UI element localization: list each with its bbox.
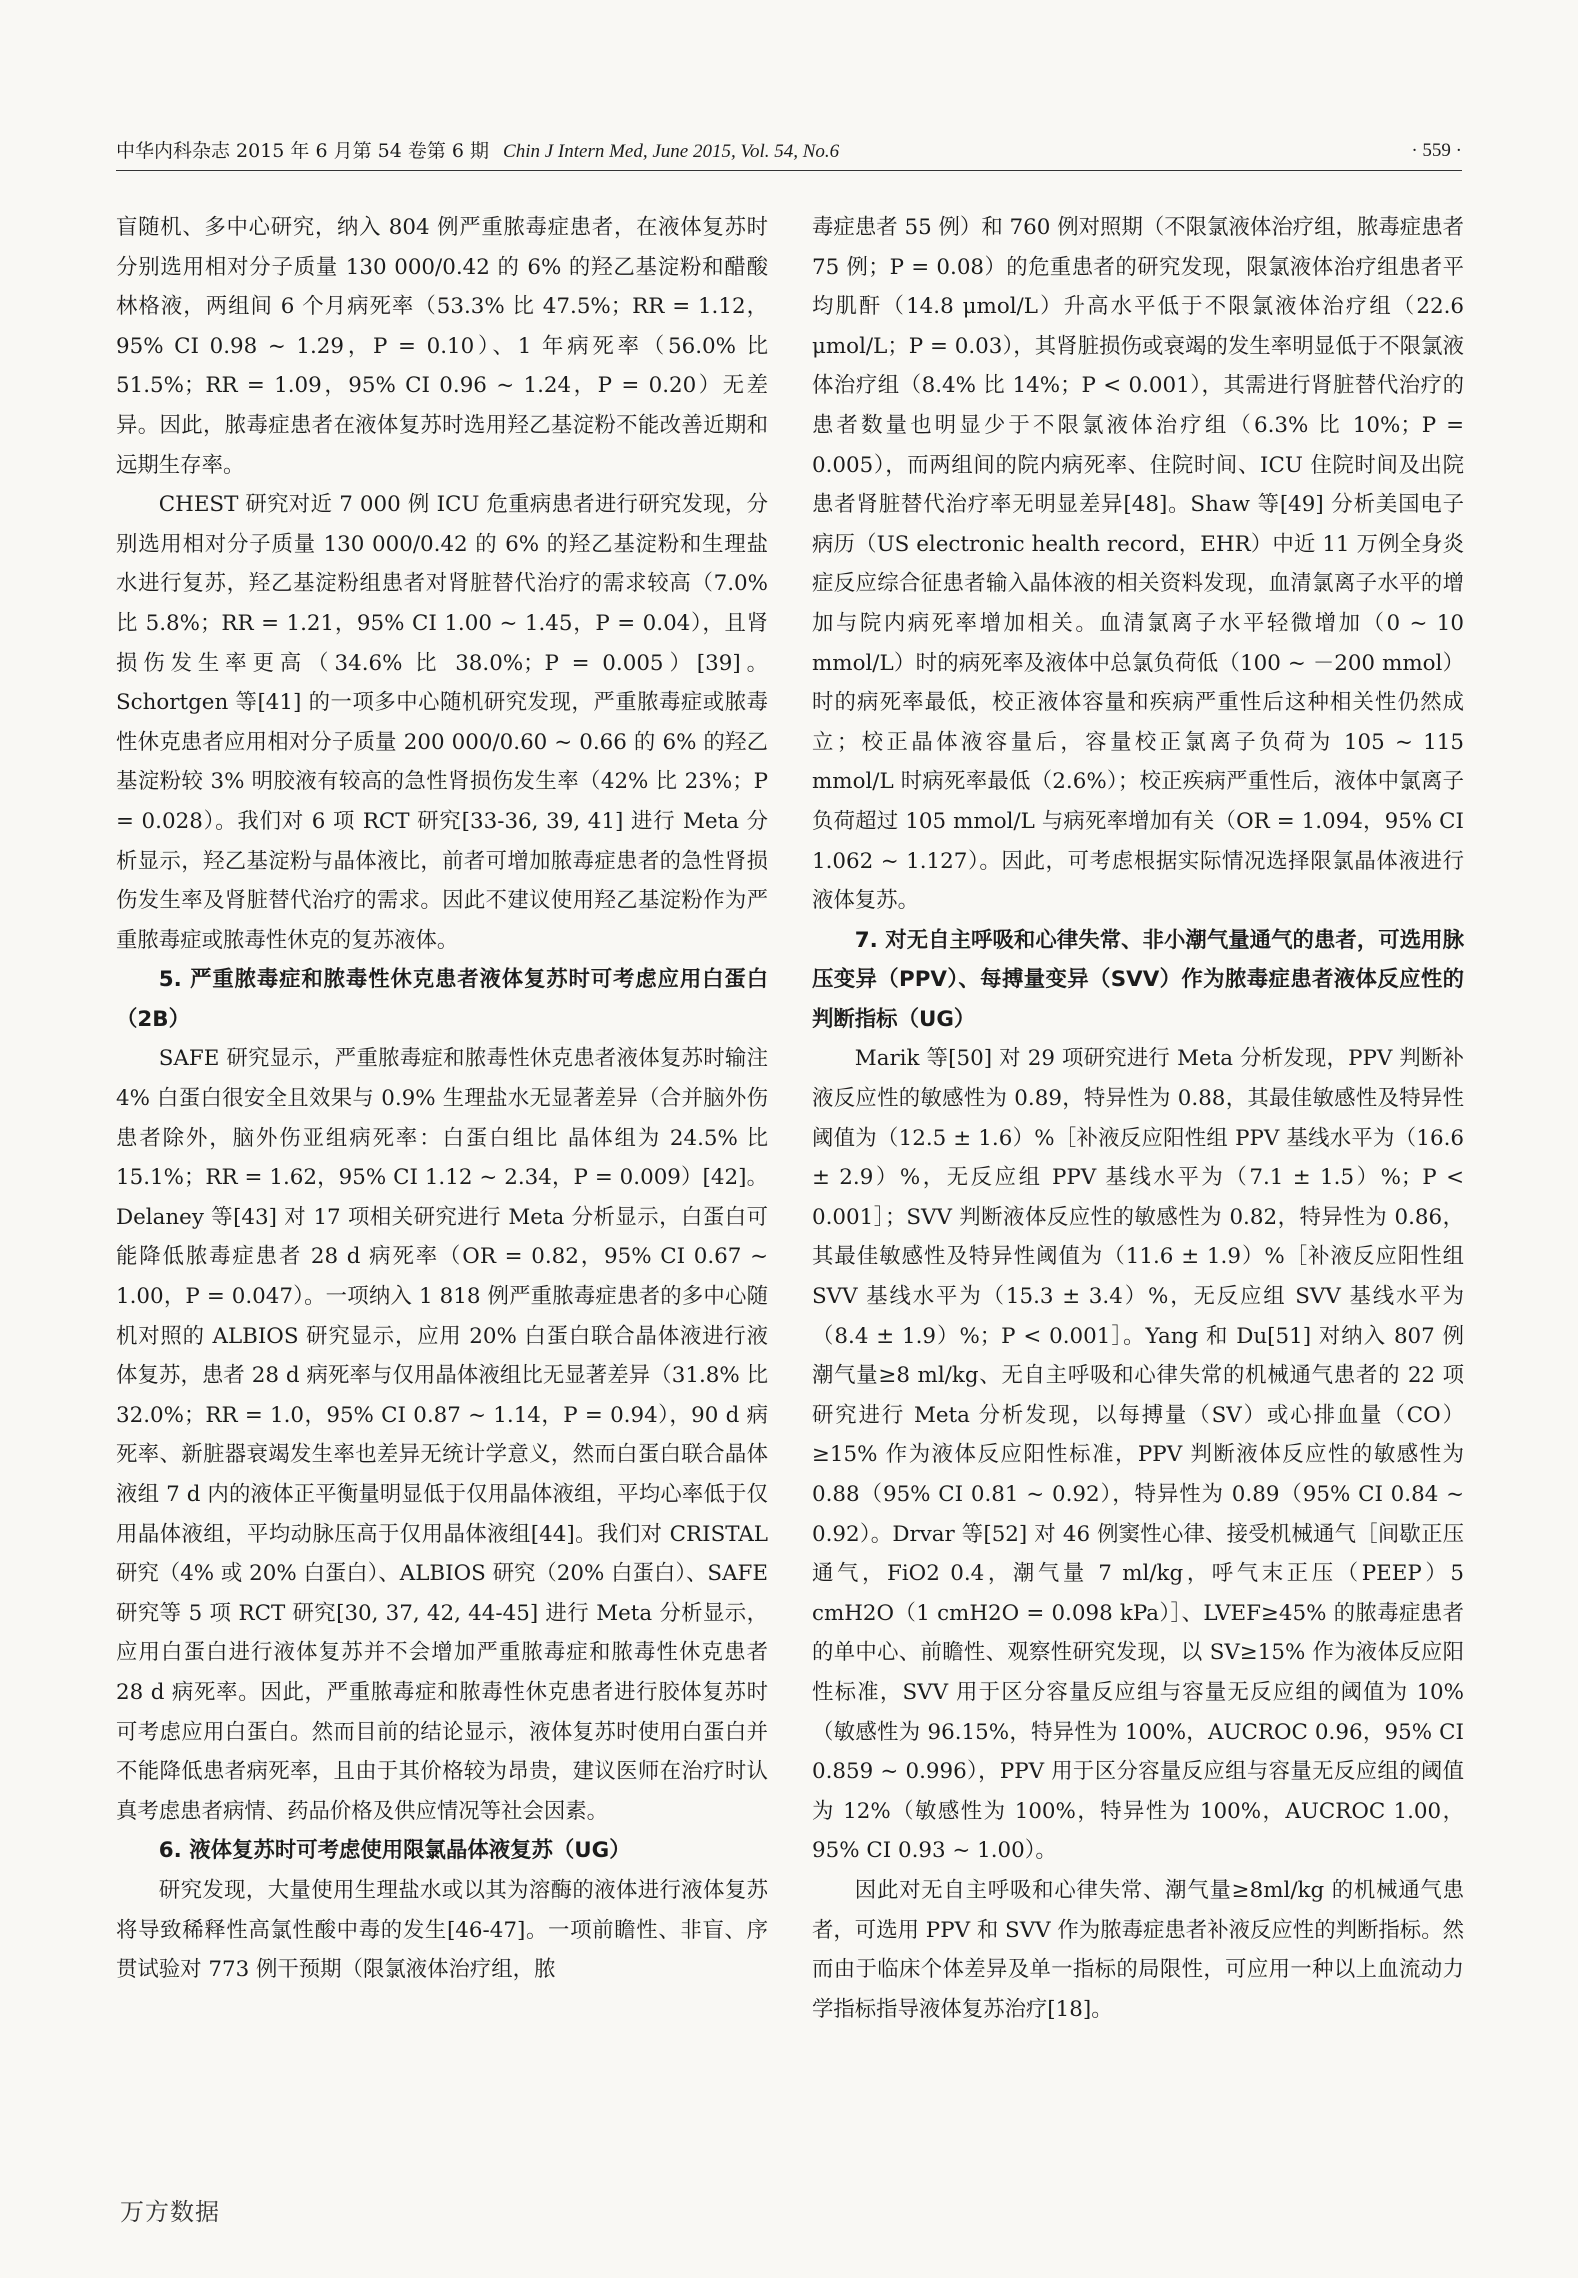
paragraph: SAFE 研究显示，严重脓毒症和脓毒性休克患者液体复苏时输注 4% 白蛋白很安全且效果与 0.9% 生理盐水无显著差异（合并脑外伤患者除外，脑外伤亚组病死率：白蛋白组比 晶体组为 24.5% 比 15.1%；RR = 1.62，95% CI 1.12 ~ 2.34，P = 0.009）[42]。Delaney 等[43] 对 17 项相关研究进行 Meta 分析显示，白蛋白可能降低脓毒症患者 28 d 病死率（OR = 0.82，95% CI 0.67 ~ 1.00，P = 0.047）。一项纳入 1 818 例严重脓毒症患者的多中心随机对照的 ALBIOS 研究显示，应用 20% 白蛋白联合晶体液进行液体复苏，患者 28 d 病死率与仅用晶体液组比无显著差异（31.8% 比 32.0%；RR = 1.0，95% CI 0.87 ~ 1.14，P = 0.94），90 d 病死率、新脏器衰竭发生率也差异无统计学意义，然而白蛋白联合晶体液组 7 d 内的液体正平衡量明显低于仅用晶体液组，平均心率低于仅用晶体液组，平均动脉压高于仅用晶体液组[44]。我们对 CRISTAL 研究（4% 或 20% 白蛋白）、ALBIOS 研究（20% 白蛋白）、SAFE 研究等 5 项 RCT 研究[30, 37, 42, 44-45] 进行 Meta 分析显示，应用白蛋白进行液体复苏并不会增加严重脓毒症和脓毒性休克患者 28 d 病死率。因此，严重脓毒症和脓毒性休克患者进行胶体复苏时可考虑应用白蛋白。然而目前的结论显示，液体复苏时使用白蛋白并不能降低患者病死率，且由于其价格较为昂贵，建议医师在治疗时认真考虑患者病情、药品价格及供应情况等社会因素。 bbox=[116, 1046, 768, 1824]
section-heading: 5. 严重脓毒症和脓毒性休克患者液体复苏时可考虑应用白蛋白（2B） bbox=[116, 967, 768, 1032]
paragraph: 毒症患者 55 例）和 760 例对照期（不限氯液体治疗组，脓毒症患者 75 例；P = 0.08）的危重患者的研究发现，限氯液体治疗组患者平均肌酐（14.8 μmol/L）升高水平低于不限氯液体治疗组（22.6 μmol/L；P = 0.03），其肾脏损伤或衰竭的发生率明显低于不限氯液体治疗组（8.4% 比 14%；P < 0.001），其需进行肾脏替代治疗的患者数量也明显少于不限氯液体治疗组（6.3% 比 10%；P = 0.005），而两组间的院内病死率、住院时间、ICU 住院时间及出院患者肾脏替代治疗率无明显差异[48]。Shaw 等[49] 分析美国电子病历（US electronic health record，EHR）中近 11 万例全身炎症反应综合征患者输入晶体液的相关资料发现，血清氯离子水平的增加与院内病死率增加相关。血清氯离子水平轻微增加（0 ~ 10 mmol/L）时的病死率及液体中总氯负荷低（100 ~ －200 mmol）时的病死率最低，校正液体容量和疾病严重性后这种相关性仍然成立；校正晶体液容量后，容量校正氯离子负荷为 105 ~ 115 mmol/L 时病死率最低（2.6%）；校正疾病严重性后，液体中氯离子负荷超过 105 mmol/L 与病死率增加有关（OR = 1.094，95% CI 1.062 ~ 1.127）。因此，可考虑根据实际情况选择限氯晶体液进行液体复苏。 bbox=[812, 215, 1464, 914]
paragraph: Marik 等[50] 对 29 项研究进行 Meta 分析发现，PPV 判断补液反应性的敏感性为 0.89，特异性为 0.88，其最佳敏感性及特异性阈值为（12.5 ± 1.6）%［补液反应阳性组 PPV 基线水平为（16.6 ± 2.9）%，无反应组 PPV 基线水平为（7.1 ± 1.5）%；P < 0.001］；SVV 判断液体反应性的敏感性为 0.82，特异性为 0.86，其最佳敏感性及特异性阈值为（11.6 ± 1.9）%［补液反应阳性组 SVV 基线水平为（15.3 ± 3.4）%，无反应组 SVV 基线水平为（8.4 ± 1.9）%；P < 0.001］。Yang 和 Du[51] 对纳入 807 例潮气量≥8 ml/kg、无自主呼吸和心律失常的机械通气患者的 22 项研究进行 Meta 分析发现，以每搏量（SV）或心排血量（CO）≥15% 作为液体反应阳性标准，PPV 判断液体反应性的敏感性为 0.88（95% CI 0.81 ~ 0.92），特异性为 0.89（95% CI 0.84 ~ 0.92）。Drvar 等[52] 对 46 例窦性心律、接受机械通气［间歇正压通气，FiO2 0.4，潮气量 7 ml/kg，呼气末正压（PEEP）5 cmH2O（1 cmH2O = 0.098 kPa）］、LVEF≥45% 的脓毒症患者的单中心、前瞻性、观察性研究发现，以 SV≥15% 作为液体反应阳性标准，SVV 用于区分容量反应组与容量无反应组的阈值为 10%（敏感性为 96.15%，特异性为 100%，AUCROC 0.96，95% CI 0.859 ~ 0.996），PPV 用于区分容量反应组与容量无反应组的阈值为 12%（敏感性为 100%，特异性为 100%，AUCROC 1.00，95% CI 0.93 ~ 1.00）。 bbox=[812, 1046, 1464, 1864]
left-column bbox=[116, 208, 768, 1990]
page-number: · 559 · bbox=[1411, 140, 1462, 161]
section-heading: 6. 液体复苏时可考虑使用限氯晶体液复苏（UG） bbox=[158, 1838, 631, 1864]
paragraph: 因此对无自主呼吸和心律失常、潮气量≥8ml/kg 的机械通气患者，可选用 PPV 和 SVV 作为脓毒症患者补液反应性的判断指标。然而由于临床个体差异及单一指标的局限性，可应用一种以上血流动力学指标指导液体复苏治疗[18]。 bbox=[812, 1877, 1464, 2022]
journal-title-en: Chin J Intern Med, June 2015, Vol. 54, No.6 bbox=[503, 141, 840, 162]
journal-title-cn: 中华内科杂志 2015 年 6 月第 54 卷第 6 期 bbox=[116, 140, 490, 162]
paragraph: 研究发现，大量使用生理盐水或以其为溶酶的液体进行液体复苏将导致稀释性高氯性酸中毒的发生[46-47]。一项前瞻性、非盲、序贯试验对 773 例干预期（限氯液体治疗组，脓 bbox=[116, 1877, 768, 1983]
paragraph: CHEST 研究对近 7 000 例 ICU 危重病患者进行研究发现，分别选用相对分子质量 130 000/0.42 的 6% 的羟乙基淀粉和生理盐水进行复苏，羟乙基淀粉组患者对肾脏替代治疗的需求较高（7.0% 比 5.8%；RR = 1.21，95% CI 1.00 ~ 1.45，P = 0.04），且肾损伤发生率更高（34.6% 比 38.0%；P = 0.005）[39]。Schortgen 等[41] 的一项多中心随机研究发现，严重脓毒症或脓毒性休克患者应用相对分子质量 200 000/0.60 ~ 0.66 的 6% 的羟乙基淀粉较 3% 明胶液有较高的急性肾损伤发生率（42% 比 23%；P = 0.028）。我们对 6 项 RCT 研究[33-36, 39, 41] 进行 Meta 分析显示，羟乙基淀粉与晶体液比，前者可增加脓毒症患者的急性肾损伤发生率及肾脏替代治疗的需求。因此不建议使用羟乙基淀粉作为严重脓毒症或脓毒性休克的复苏液体。 bbox=[116, 492, 768, 953]
running-header bbox=[116, 136, 1462, 171]
watermark-text: 万方数据 bbox=[120, 2198, 220, 2226]
paragraph: 盲随机、多中心研究，纳入 804 例严重脓毒症患者，在液体复苏时分别选用相对分子质量 130 000/0.42 的 6% 的羟乙基淀粉和醋酸林格液，两组间 6 个月病死率（53.3% 比 47.5%；RR = 1.12，95% CI 0.98 ~ 1.29，P = 0.10）、1 年病死率（56.0% 比 51.5%；RR = 1.09，95% CI 0.96 ~ 1.24，P = 0.20）无差异。因此，脓毒症患者在液体复苏时选用羟乙基淀粉不能改善近期和远期生存率。 bbox=[116, 215, 768, 478]
journal-citation bbox=[116, 136, 839, 167]
right-column bbox=[812, 208, 1464, 2029]
section-heading: 7. 对无自主呼吸和心律失常、非小潮气量通气的患者，可选用脉压变异（PPV）、每搏量变异（SVV）作为脓毒症患者液体反应性的判断指标（UG） bbox=[812, 927, 1464, 1032]
